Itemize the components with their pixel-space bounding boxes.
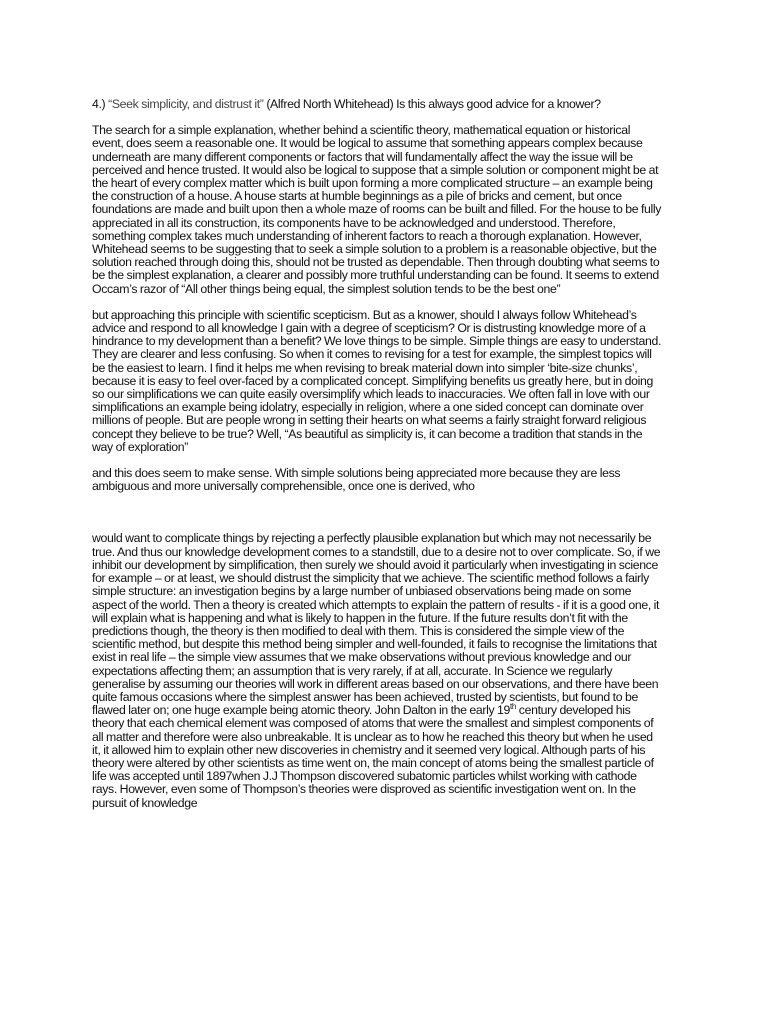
paragraph-4	[92, 532, 664, 809]
question-text: (Alfred North Whitehead) Is this always good advice for a knower?	[263, 97, 601, 111]
essay-body	[92, 98, 664, 810]
question-number: 4.)	[92, 97, 109, 111]
paragraph-2: but approaching this principle with scientific scepticism. But as a knower, should I always follow Whitehead’s advice and respond to all knowledge I gain with a degree of scepticism? Or is distrusting knowledge more of a hindrance to my development than a benefit? We love things to be simple. Simple things are easy to understand. They are clearer and less confusing. So when it comes to revising for a test for example, the simplest topics will be the easiest to learn. I find it helps me when revising to break material down into simpler ‘bite-size chunks’, because it is easy to feel over-faced by a complicated concept. Simplifying benefits us greatly here, but in doing so our simplifications we can quite easily oversimplify which leads to inaccuracies. We often fall in love with our simplifications an example being idolatry, especially in religion, where a one sided concept can dominate over millions of people. But are people wrong in setting their hearts on what seems a fairly straight forward religious concept they believe to be true? Well, “As beautiful as simplicity is, it can become a tradition that stands in the way of exploration”	[92, 307, 662, 454]
ordinal-superscript: th	[510, 702, 517, 712]
paragraph-1: The search for a simple explanation, whether behind a scientific theory, mathematical equation or historical event, does seem a reasonable one. It would be logical to assume that something appears complex because underneath are many different components or factors that will fundamentally affect the way the issue will be perceived and hence trusted. It would also be logical to suppose that a simple solution or component might be at the heart of every complex matter which is built upon forming a more complicated structure – an example being the construction of a house. A house starts at humble beginnings as a pile of bricks and cement, but once foundations are made and built upon then a whole maze of rooms can be built and filled. For the house to be fully appreciated in all its construction, its components have to be acknowledged and understood. Therefore, something complex takes much understanding of inherent factors to reach a thorough explanation. However, Whitehead seems to be suggesting that to seek a simple solution to a problem is a reasonable objective, but the solution reached through doing this, should not be trusted as dependable. Then through doubting what seems to be the simplest explanation, a clearer and possibly more truthful understanding can be found. It seems to extend Occam’s razor of “All other things being equal, the simplest solution tends to be the best one”	[92, 123, 662, 296]
paragraph-3: and this does seem to make sense. With simple solutions being appreciated more because they are less ambiguous and more universally comprehensible, once one is derived, who	[92, 466, 621, 494]
paragraph-4-part-a: would want to complicate things by rejecting a perfectly plausible explanation but which may not necessarily be true. And thus our knowledge development comes to a standstill, due to a desire not to over complicate. So, if we inhibit our development by simplification, then surely we should avoid it particularly when investigating in science for example – or at least, we should distrust the simplicity that we achieve. The scientific method follows a fairly simple structure: an investigation begins by a large number of unbiased observations being made on some aspect of the world. Then a theory is created which attempts to explain the pattern of results - if it is a good one, it will explain what is happening and what is likely to happen in the future. If the future results don’t fit with the predictions though, the theory is then modified to deal with them. This is considered the simple view of the scientific method, but despite this method being simpler and well-founded, it fails to recognise the limitations that exist in real life – the simple view assumes that we make observations without previous knowledge and our expectations affecting them; an assumption that is very rarely, if at all, accurate. In Science we regularly generalise by assuming our theories will work in different areas based on our observations, and there have been quite famous occasions where the simplest answer has been achieved, trusted by scientists, but found to be flawed later on; one huge example being atomic theory. John Dalton in the early 19	[92, 531, 661, 718]
essay-question	[92, 98, 664, 111]
question-quote: “Seek simplicity, and distrust it”	[108, 97, 264, 111]
paragraph-4-part-b: century developed his theory that each chemical element was composed of atoms that were the smallest and simplest components of all matter and therefore were also unbreakable. It is unclear as to how he reached this theory but when he used it, it allowed him to explain other new discoveries in chemistry and it seemed very logical. Although parts of his theory were altered by other scientists as time went on, the main concept of atoms being the smallest particle of life was accepted until 1897when J.J Thompson discovered subatomic particles whilst working with cathode rays. However, even some of Thompson’s theories were disproved as scientific investigation went on. In the pursuit of knowledge	[92, 703, 654, 810]
